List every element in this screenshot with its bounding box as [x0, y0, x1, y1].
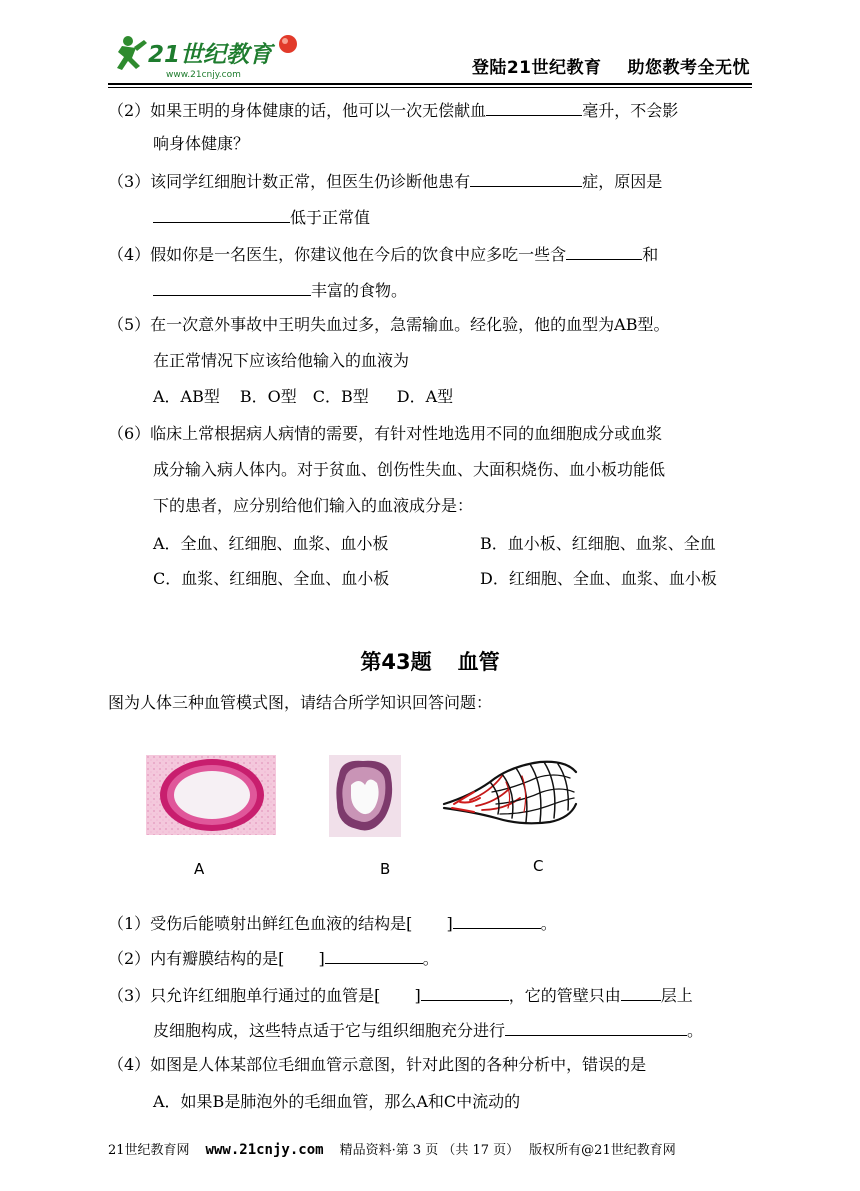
slogan-left: 登陆21世纪教育: [471, 58, 602, 78]
section-number: 第43题: [360, 650, 432, 674]
q5-line1: （5）在一次意外事故中王明失血过多，急需输血。经化验，他的血型为AB型。: [108, 315, 670, 334]
q5-option-a[interactable]: A．AB型: [153, 387, 220, 406]
p3-bracket-blank[interactable]: [380, 984, 414, 1001]
q5-line2: 在正常情况下应该给他输入的血液为: [153, 351, 410, 370]
figure-label-c: C: [533, 857, 544, 875]
footer-site: 21世纪教育网: [108, 1143, 190, 1158]
q3-text-end: 症，原因是: [582, 172, 663, 191]
p2-text: （2）内有瓣膜结构的是[: [108, 949, 285, 968]
q6-option-b[interactable]: B．血小板、红细胞、血浆、全血: [480, 534, 716, 553]
runner-icon: [117, 36, 147, 70]
p2-bracket-blank[interactable]: [284, 947, 318, 964]
q3-text: （3）该同学红细胞计数正常，但医生仍诊断他患有: [108, 172, 471, 191]
p1-text: （1）受伤后能喷射出鲜红色血液的结构是[: [108, 914, 413, 933]
logo-text: 21世纪教育: [148, 42, 273, 68]
q4-text: （4）假如你是一名医生，你建议他在今后的饮食中应多吃一些含: [108, 245, 567, 264]
p2-line: [108, 946, 439, 970]
q5-option-c[interactable]: C．B型: [312, 387, 369, 406]
p4-line1: （4）如图是人体某部位毛细血管示意图，针对此图的各种分析中，错误的是: [108, 1055, 647, 1074]
q4-text-2: 丰富的食物。: [311, 281, 408, 300]
p3-bracket-close: ]: [414, 986, 421, 1005]
p1-end: 。: [540, 914, 557, 933]
q3-line1: [108, 169, 662, 193]
p1-line: [108, 911, 557, 935]
figure-label-b: B: [380, 860, 391, 878]
p2-end: 。: [422, 949, 439, 968]
q2-blank[interactable]: [486, 98, 582, 116]
p3-line1: [108, 983, 693, 1007]
page-footer: [108, 1139, 676, 1158]
page-header: [108, 30, 752, 84]
q6-line3: 下的患者，应分别给他们输入的血液成分是：: [153, 496, 474, 515]
section-topic: 血管: [457, 650, 500, 674]
q2-line2: 响身体健康？: [153, 134, 250, 153]
footer-page-info: 精品资料·第 3 页 （共 17 页）: [339, 1143, 520, 1158]
p3-line2: [153, 1018, 703, 1042]
footer-copyright: 版权所有@21世纪教育网: [529, 1143, 676, 1158]
header-rule-thin: [108, 87, 752, 88]
header-slogan: [472, 53, 750, 78]
vessel-c-image: [440, 752, 580, 838]
q3-blank-2[interactable]: [153, 205, 290, 223]
q5-options: [153, 386, 453, 408]
p3-text-mid: ，它的管壁只由: [508, 986, 621, 1005]
q6-option-d[interactable]: D．红细胞、全血、血浆、血小板: [480, 569, 717, 588]
p3-blank-2[interactable]: [621, 983, 661, 1001]
figure-label-a: A: [194, 860, 205, 878]
p3-blank-3[interactable]: [505, 1018, 687, 1036]
section-intro: 图为人体三种血管模式图，请结合所学知识回答问题：: [108, 693, 493, 712]
q6-line2: 成分输入病人体内。对于贫血、创伤性失血、大面积烧伤、血小板功能低: [153, 460, 666, 479]
vessel-b-image: [329, 755, 401, 837]
p4-option-a[interactable]: A．如果B是肺泡外的毛细血管，那么A和C中流动的: [153, 1092, 521, 1111]
p3-text-end: 层上: [660, 986, 693, 1005]
q6-option-a[interactable]: A．全血、红细胞、血浆、血小板: [153, 534, 389, 553]
ball-icon: [279, 35, 297, 53]
q4-line1: [108, 242, 658, 266]
q2-text: （2）如果王明的身体健康的话，他可以一次无偿献血: [108, 101, 487, 120]
p3-text-2: 皮细胞构成，这些特点适于它与组织细胞充分进行: [153, 1021, 506, 1040]
q6-option-c[interactable]: C．血浆、红细胞、全血、血小板: [153, 569, 390, 588]
section-title: [0, 646, 860, 676]
header-rule: [108, 83, 752, 85]
q5-option-b[interactable]: B．O型: [239, 387, 297, 406]
q4-blank-1[interactable]: [566, 242, 642, 260]
p3-text: （3）只允许红细胞单行通过的血管是[: [108, 986, 381, 1005]
p2-bracket-close: ]: [318, 949, 325, 968]
q3-text-2: 低于正常值: [290, 208, 371, 227]
p1-bracket-blank[interactable]: [412, 912, 446, 929]
q6-line1: （6）临床上常根据病人病情的需要，有针对性地选用不同的血细胞成分或血浆: [108, 424, 663, 443]
p1-blank[interactable]: [453, 911, 541, 929]
q3-line2: [153, 205, 370, 229]
logo-url: www.21cnjy.com: [166, 70, 241, 80]
q2-line1: [108, 98, 678, 122]
q4-line2: [153, 278, 407, 302]
q4-text-end: 和: [642, 245, 659, 264]
vessel-a-image: [146, 755, 276, 835]
q3-blank-1[interactable]: [470, 169, 582, 187]
slogan-right: 助您教考全无忧: [627, 58, 750, 78]
footer-url[interactable]: www.21cnjy.com: [205, 1142, 324, 1158]
p3-end: 。: [687, 1021, 704, 1040]
q4-blank-2[interactable]: [153, 278, 311, 296]
p1-bracket-close: ]: [446, 914, 453, 933]
q2-text-end: 毫升，不会影: [582, 101, 679, 120]
p2-blank[interactable]: [325, 946, 423, 964]
q5-option-d[interactable]: D．A型: [396, 387, 454, 406]
logo: [108, 32, 308, 82]
p3-blank-1[interactable]: [421, 983, 509, 1001]
